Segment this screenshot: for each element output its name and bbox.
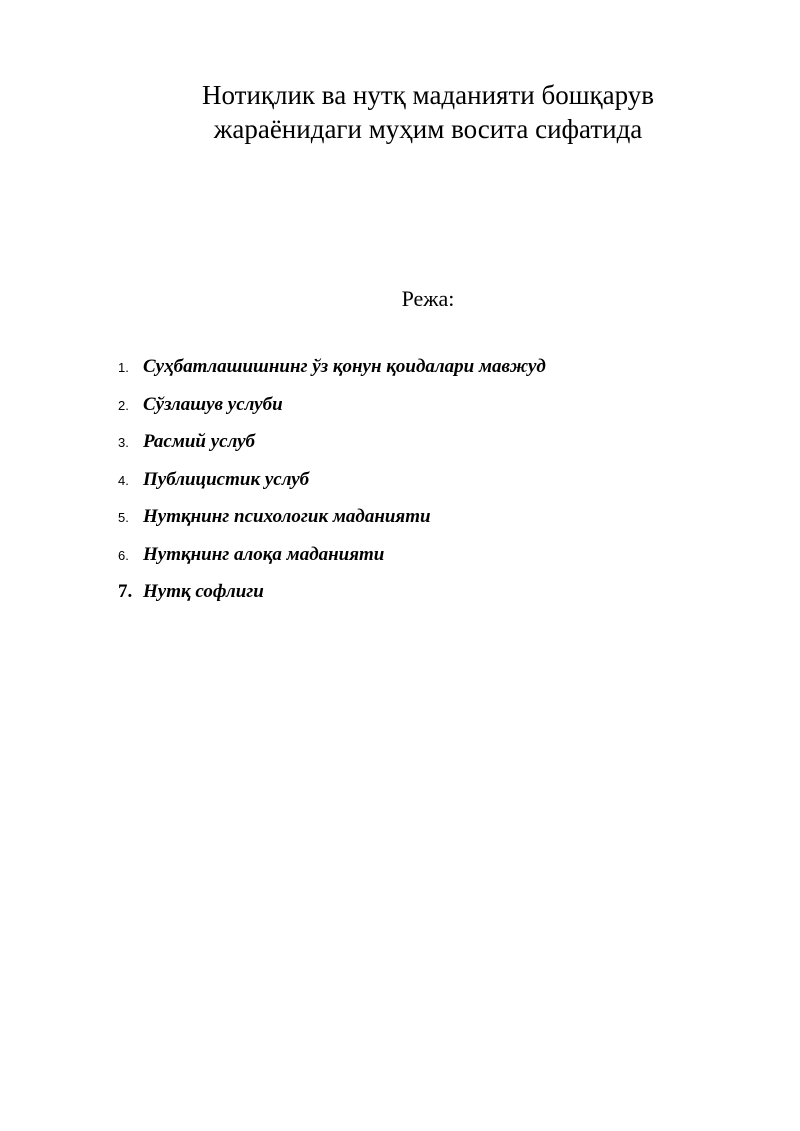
list-item-text: Нутқнинг психологик маданияти [143, 506, 431, 527]
list-item-number: 7. [118, 581, 133, 602]
list-item [118, 356, 546, 394]
list-item-text: Нутқнинг алоқа маданияти [143, 543, 385, 565]
list-item [118, 581, 546, 619]
list-item-number: 6. [118, 547, 129, 563]
list-item-text: Нутқ софлиги [143, 581, 264, 602]
plan-list [118, 356, 546, 619]
title-line-2: жараёнидаги муҳим восита сифатида [213, 114, 643, 144]
list-item-text: Суҳбатлашишнинг ўз қонун қоидалари мавжуд [143, 356, 546, 377]
list-item [118, 394, 546, 432]
list-item-text: Расмий услуб [143, 431, 255, 452]
list-item [118, 469, 546, 507]
list-item-number: 2. [118, 397, 129, 413]
title-line-1: Нотиқлик ва нутқ маданияти бошқарув [202, 80, 654, 110]
plan-heading: Режа: [401, 286, 455, 311]
list-item-number: 3. [118, 435, 129, 450]
list-item-text: Публицистик услуб [143, 468, 310, 490]
list-item [118, 431, 546, 469]
list-item [118, 544, 546, 582]
document-title [80, 78, 776, 146]
list-item-number: 5. [118, 510, 129, 525]
list-item-number: 1. [118, 360, 129, 375]
list-item-text: Сўзлашув услуби [143, 393, 283, 415]
list-item-number: 4. [118, 472, 129, 488]
list-item [118, 506, 546, 544]
